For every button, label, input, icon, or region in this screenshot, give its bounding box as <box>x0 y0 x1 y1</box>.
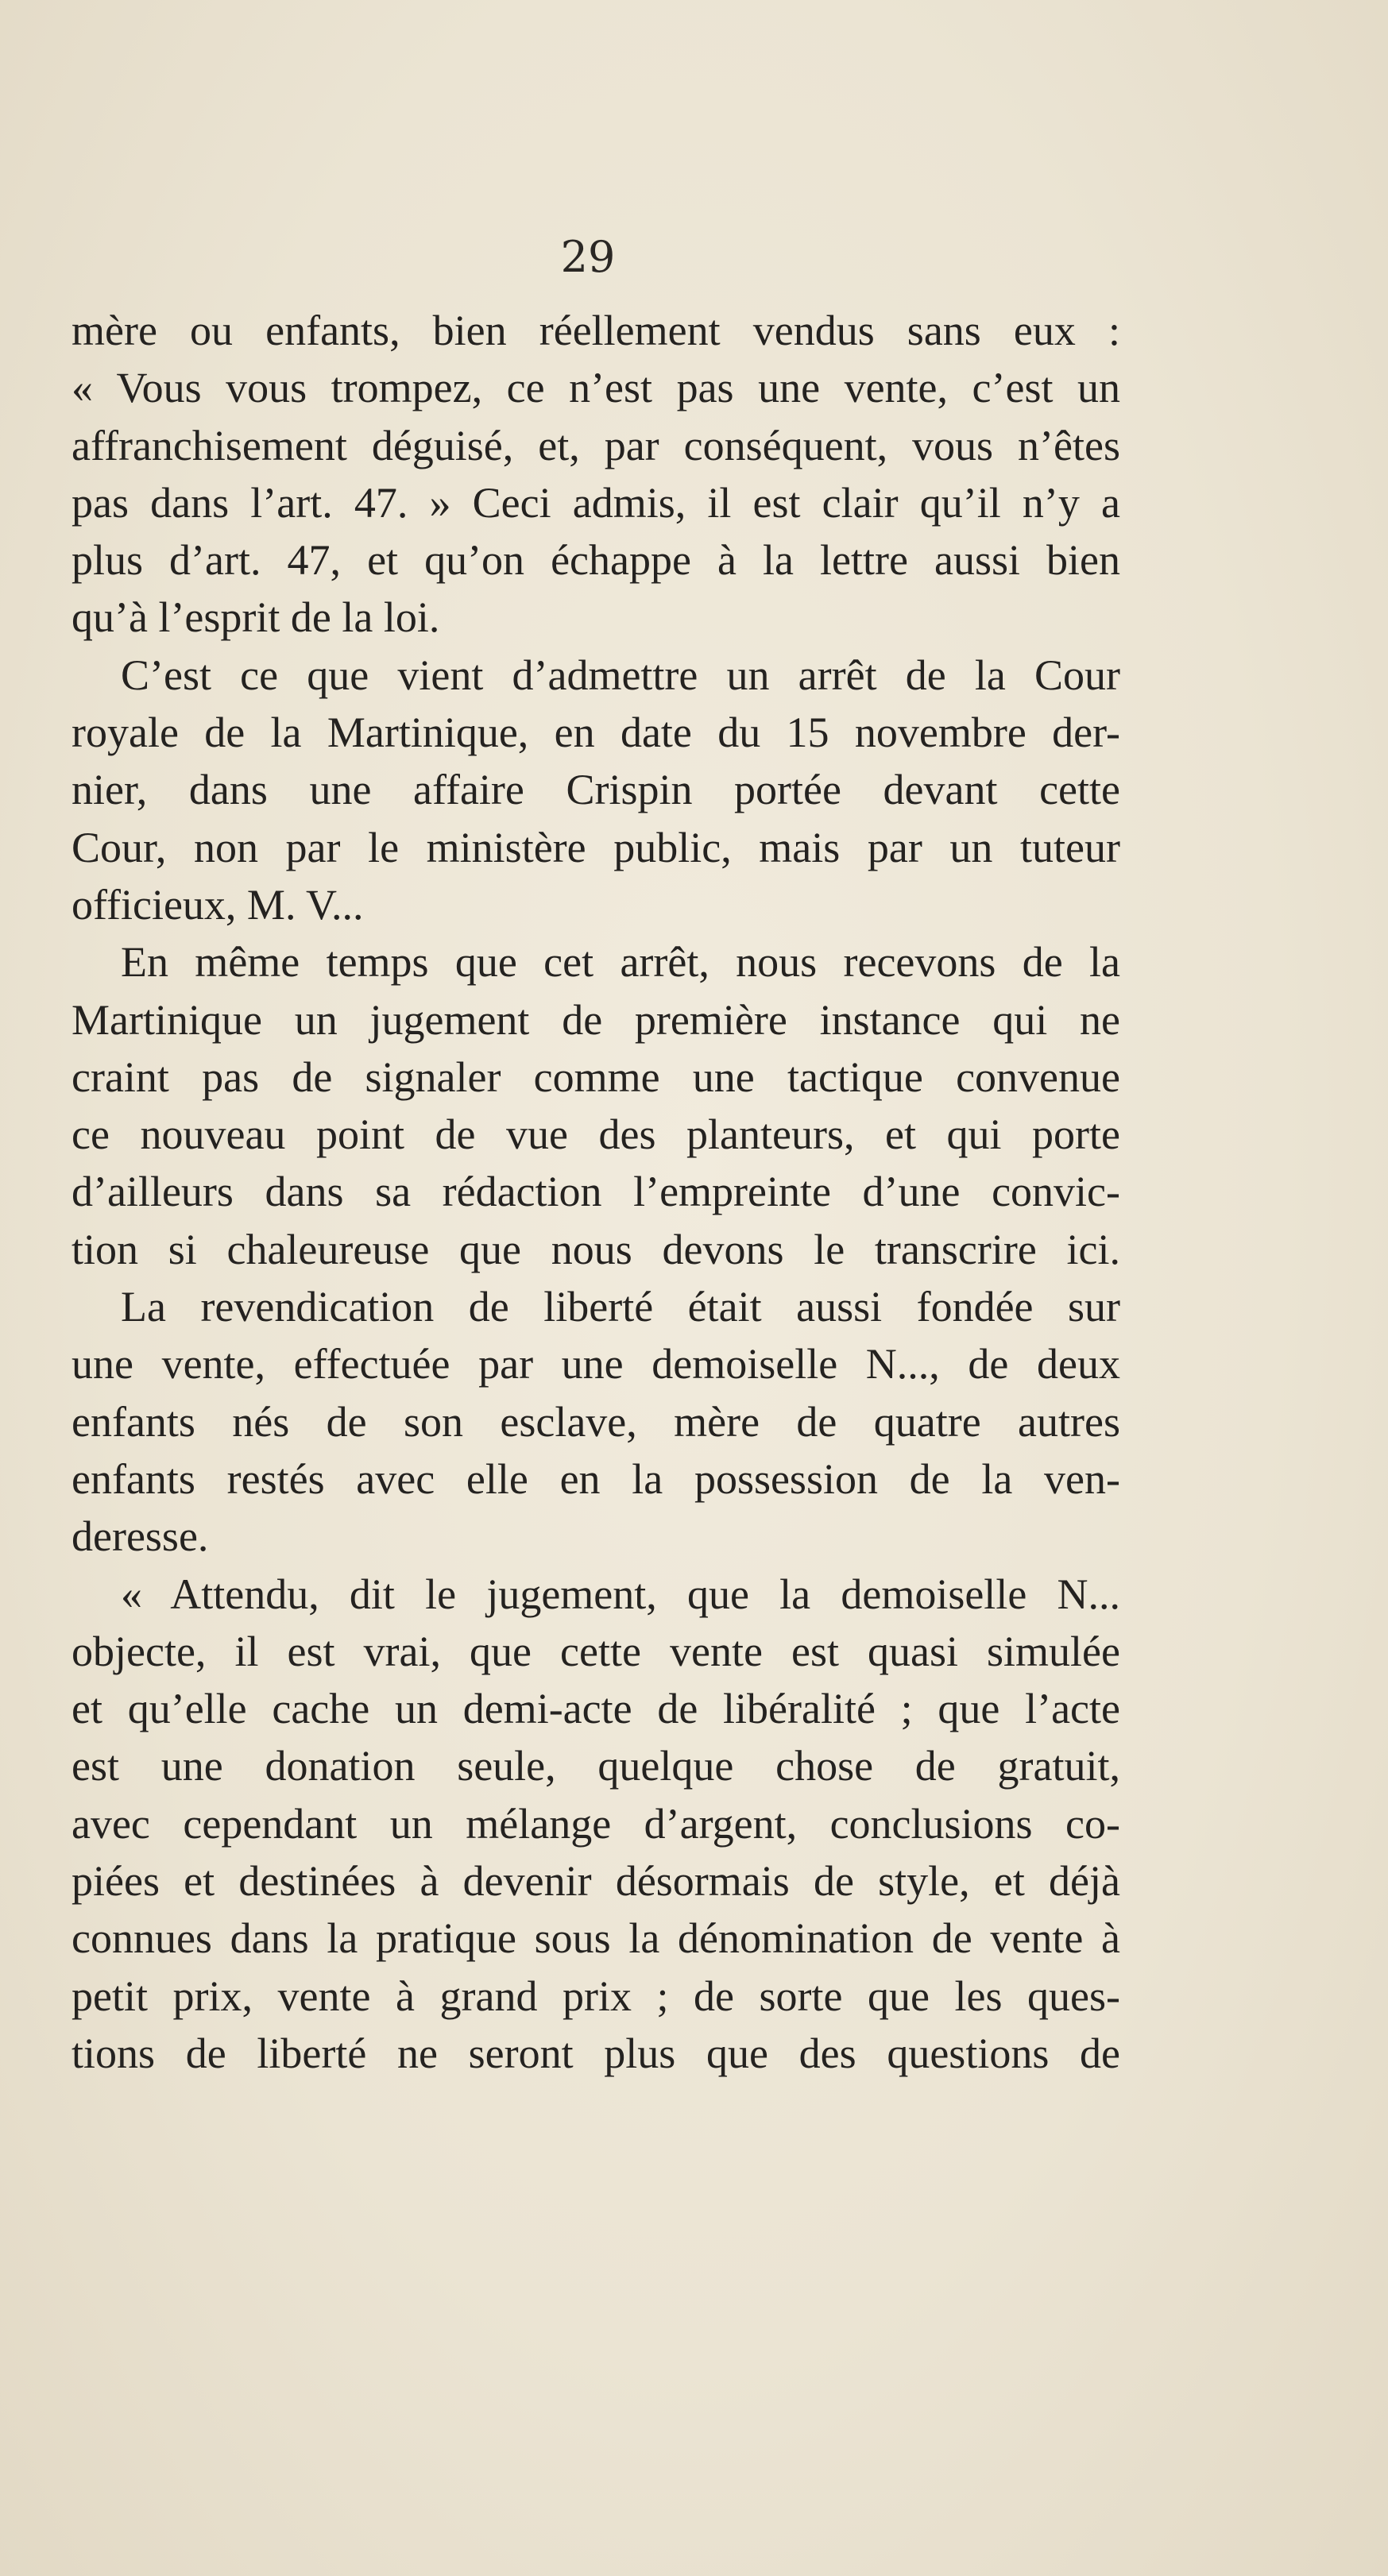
text-line: nier, dans une affaire Crispin portée devant cette <box>72 766 1120 814</box>
text-line: piées et destinées à devenir désormais de style, et déjà <box>72 1857 1120 1906</box>
text-line: enfants nés de son esclave, mère de quatre autres <box>72 1397 1120 1446</box>
text-line: avec cependant un mélange d’argent, conclusions co- <box>72 1799 1120 1848</box>
text-line: craint pas de signaler comme une tactique convenue <box>72 1052 1120 1101</box>
text-line: d’ailleurs dans sa rédaction l’empreinte d’une convic- <box>72 1168 1120 1216</box>
text-line: Martinique un jugement de première instance qui ne <box>72 995 1120 1044</box>
text-line: objecte, il est vrai, que cette vente est quasi simulée <box>72 1627 1120 1675</box>
text-line: est une donation seule, quelque chose de gratuit, <box>72 1742 1120 1790</box>
text-line: La revendication de liberté était aussi fondée sur <box>121 1283 1120 1331</box>
text-line: connues dans la pratique sous la dénomination de vente à <box>72 1914 1120 1963</box>
text-line: deresse. <box>72 1512 209 1561</box>
text-line: petit prix, vente à grand prix ; de sorte que les ques- <box>72 1972 1120 2020</box>
text-line: affranchisement déguisé, et, par conséquent, vous n’êtes <box>72 421 1120 469</box>
text-line: une vente, effectuée par une demoiselle N..., de deux <box>72 1340 1120 1388</box>
text-line: C’est ce que vient d’admettre un arrêt de la Cour <box>121 651 1120 699</box>
text-line: ce nouveau point de vue des planteurs, et qui porte <box>72 1110 1120 1159</box>
text-line: plus d’art. 47, et qu’on échappe à la lettre aussi bien <box>72 536 1120 585</box>
body-text <box>72 302 1120 2082</box>
text-line: Cour, non par le ministère public, mais par un tuteur <box>72 823 1120 871</box>
text-line: tion si chaleureuse que nous devons le transcrire ici. <box>72 1225 1120 1273</box>
text-line: mère ou enfants, bien réellement vendus sans eux : <box>72 307 1120 354</box>
text-line: royale de la Martinique, en date du 15 novembre der- <box>72 709 1120 757</box>
text-line: « Vous vous trompez, ce n’est pas une vente, c’est un <box>72 364 1120 412</box>
text-line: officieux, M. V... <box>72 880 364 929</box>
text-line: En même temps que cet arrêt, nous recevons de la <box>121 938 1120 987</box>
text-line: qu’à l’esprit de la loi. <box>72 593 440 642</box>
text-line: tions de liberté ne seront plus que des questions de <box>72 2029 1120 2077</box>
page-number: 29 <box>560 232 616 282</box>
text-line: et qu’elle cache un demi-acte de libéralité ; que l’acte <box>72 1685 1120 1733</box>
text-line: « Attendu, dit le jugement, que la demoiselle N... <box>121 1570 1120 1618</box>
text-line: pas dans l’art. 47. » Ceci admis, il est clair qu’il n’y a <box>72 478 1120 527</box>
text-line: enfants restés avec elle en la possession de la ven- <box>72 1454 1120 1503</box>
